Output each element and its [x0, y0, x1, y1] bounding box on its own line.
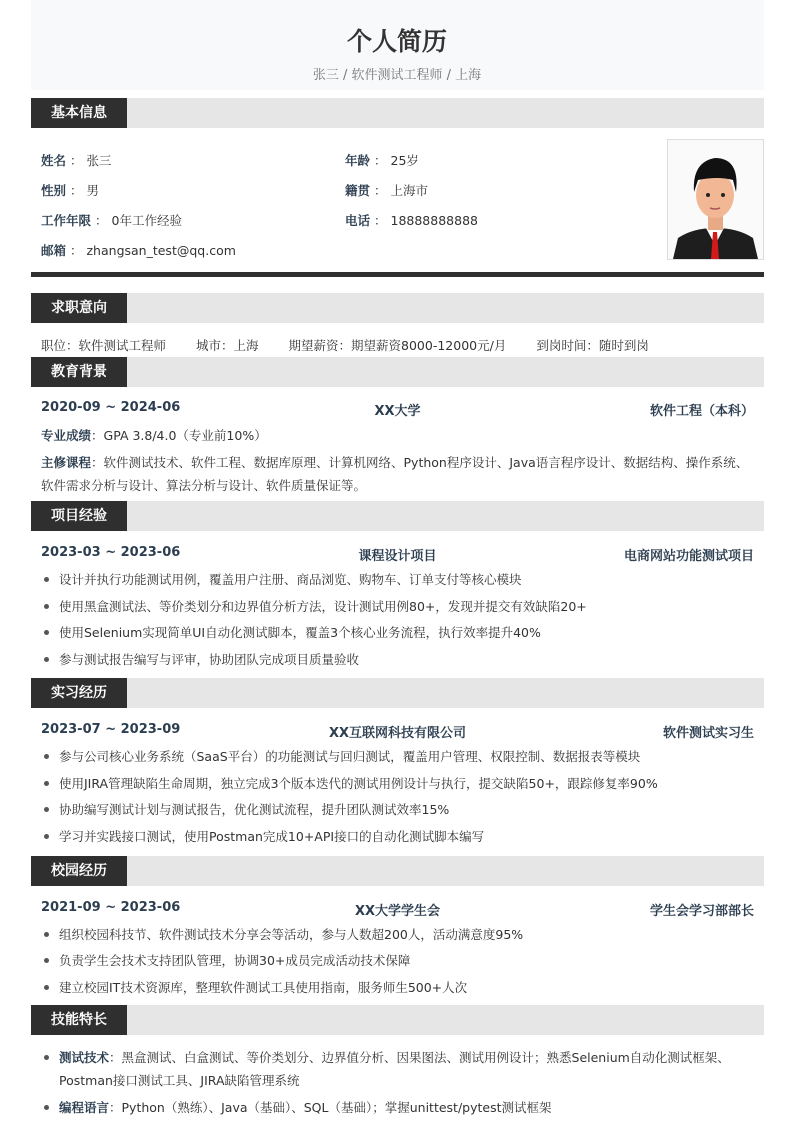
intent-arrival: 到岗时间：随时到岗: [536, 338, 649, 353]
section-internship: [31, 678, 764, 708]
page-title: 个人简历: [346, 27, 447, 56]
section-title: 校园经历: [31, 856, 127, 886]
list-item: 参与测试报告编写与评审，协助团队完成项目质量验收: [41, 648, 754, 671]
gender-value: 男: [86, 183, 100, 198]
section-title: 求职意向: [31, 293, 127, 323]
section-title: 实习经历: [31, 678, 127, 708]
section-title: 项目经验: [31, 501, 127, 531]
section-job-intent: [31, 293, 764, 323]
email-value: zhangsan_test@qq.com: [86, 243, 236, 258]
courses-value: ：软件测试技术、软件工程、数据库原理、计算机网络、Python程序设计、Java语言程序设计、数据结构、操作系统、软件需求分析与设计、算法分析与设计、软件质量保证等。: [41, 455, 749, 493]
colon: ：: [70, 183, 83, 198]
list-item: 参与公司核心业务系统（SaaS平台）的功能测试与回归测试，覆盖用户管理、权限控制、数据报表等模块: [41, 745, 754, 768]
skill-text: ：黑盒测试、白盒测试、等价类划分、边界值分析、因果图法、测试用例设计；熟悉Selenium自动化测试框架、Postman接口测试工具、JIRA缺陷管理系统: [59, 1050, 730, 1088]
intent-position: 职位：软件测试工程师: [41, 338, 167, 353]
gender-label: 性别: [41, 183, 67, 198]
list-item: 使用Selenium实现简单UI自动化测试脚本，覆盖3个核心业务流程，执行效率提升40%: [41, 621, 754, 644]
skill-item: [41, 1046, 754, 1092]
campus-date: 2021-09 ~ 2023-06: [41, 900, 181, 915]
gpa-value: ：GPA 3.8/4.0（专业前10%）: [91, 428, 267, 443]
list-item: 组织校园科技节、软件测试技术分享会等活动，参与人数超200人，活动满意度95%: [41, 923, 754, 946]
divider: [31, 272, 764, 277]
colon: ：: [374, 153, 387, 168]
internship-row: [41, 722, 754, 741]
intern-company: XX互联网科技有限公司: [328, 726, 467, 741]
skill-text: ：Python（熟练）、Java（基础）、SQL（基础）；掌握unittest/pytest测试框架: [109, 1100, 552, 1115]
list-item: 学习并实践接口测试，使用Postman完成10+API接口的自动化测试脚本编写: [41, 825, 754, 848]
project-name: 课程设计项目: [358, 549, 437, 564]
colon: ：: [95, 213, 108, 228]
skill-label: 测试技术: [59, 1050, 110, 1065]
list-item: 负责学生会技术支持团队管理，协调30+成员完成活动技术保障: [41, 949, 754, 972]
colon: ：: [374, 183, 387, 198]
edu-date: 2020-09 ~ 2024-06: [41, 400, 181, 415]
project-row: [41, 545, 754, 564]
list-item: 建立校园IT技术资源库，整理软件测试工具使用指南，服务师生500+人次: [41, 976, 754, 999]
edu-major: 软件工程（本科）: [650, 404, 755, 419]
origin-label: 籍贯: [345, 183, 371, 198]
intent-salary: 期望薪资：期望薪资8000-12000元/月: [288, 338, 507, 353]
skill-label: 编程语言: [59, 1100, 110, 1115]
campus-role: 学生会学习部部长: [650, 904, 755, 919]
intent-city: 城市：上海: [196, 338, 259, 353]
list-item: 使用JIRA管理缺陷生命周期，独立完成3个版本迭代的测试用例设计与执行，提交缺陷50+，跟踪修复率90%: [41, 772, 754, 795]
experience-label: 工作年限: [41, 213, 92, 228]
basic-info-left: [41, 146, 236, 266]
edu-school: XX大学: [374, 404, 421, 419]
list-item: 使用黑盒测试法、等价类划分和边界值分析方法，设计测试用例80+，发现并提交有效缺陷20+: [41, 595, 754, 618]
courses-label: 主修课程: [41, 455, 92, 470]
section-campus: [31, 856, 764, 886]
intern-date: 2023-07 ~ 2023-09: [41, 722, 181, 737]
experience-value: 0年工作经验: [111, 213, 182, 228]
name-value: 张三: [86, 153, 112, 168]
project-date: 2023-03 ~ 2023-06: [41, 545, 181, 560]
section-project: [31, 501, 764, 531]
job-intent-line: [41, 336, 649, 354]
section-basic-info: [31, 98, 764, 128]
list-item: 设计并执行功能测试用例，覆盖用户注册、商品浏览、购物车、订单支付等核心模块: [41, 568, 754, 591]
campus-org: XX大学学生会: [354, 904, 441, 919]
section-education: [31, 357, 764, 387]
section-title: 技能特长: [31, 1005, 127, 1035]
gpa-label: 专业成绩: [41, 428, 92, 443]
campus-row: [41, 900, 754, 919]
page-subtitle: 张三 / 软件测试工程师 / 上海: [312, 68, 482, 83]
list-item: 协助编写测试计划与测试报告，优化测试流程，提升团队测试效率15%: [41, 798, 754, 821]
age-label: 年龄: [345, 153, 371, 168]
name-label: 姓名: [41, 153, 67, 168]
intern-role: 软件测试实习生: [663, 726, 755, 741]
phone-label: 电话: [345, 213, 371, 228]
edu-courses: [41, 451, 754, 497]
colon: ：: [374, 213, 387, 228]
basic-info-right: [345, 146, 478, 236]
education-row: [41, 400, 754, 419]
phone-value: 18888888888: [390, 213, 478, 228]
edu-gpa: [41, 424, 754, 447]
project-role: 电商网站功能测试项目: [624, 549, 755, 564]
age-value: 25岁: [390, 153, 419, 168]
origin-value: 上海市: [390, 183, 429, 198]
section-title: 基本信息: [31, 98, 127, 128]
section-title: 教育背景: [31, 357, 127, 387]
colon: ：: [70, 153, 83, 168]
section-skills: [31, 1005, 764, 1035]
email-label: 邮箱: [41, 243, 67, 258]
profile-photo: [667, 139, 764, 260]
skill-item: [41, 1096, 754, 1119]
colon: ：: [70, 243, 83, 258]
